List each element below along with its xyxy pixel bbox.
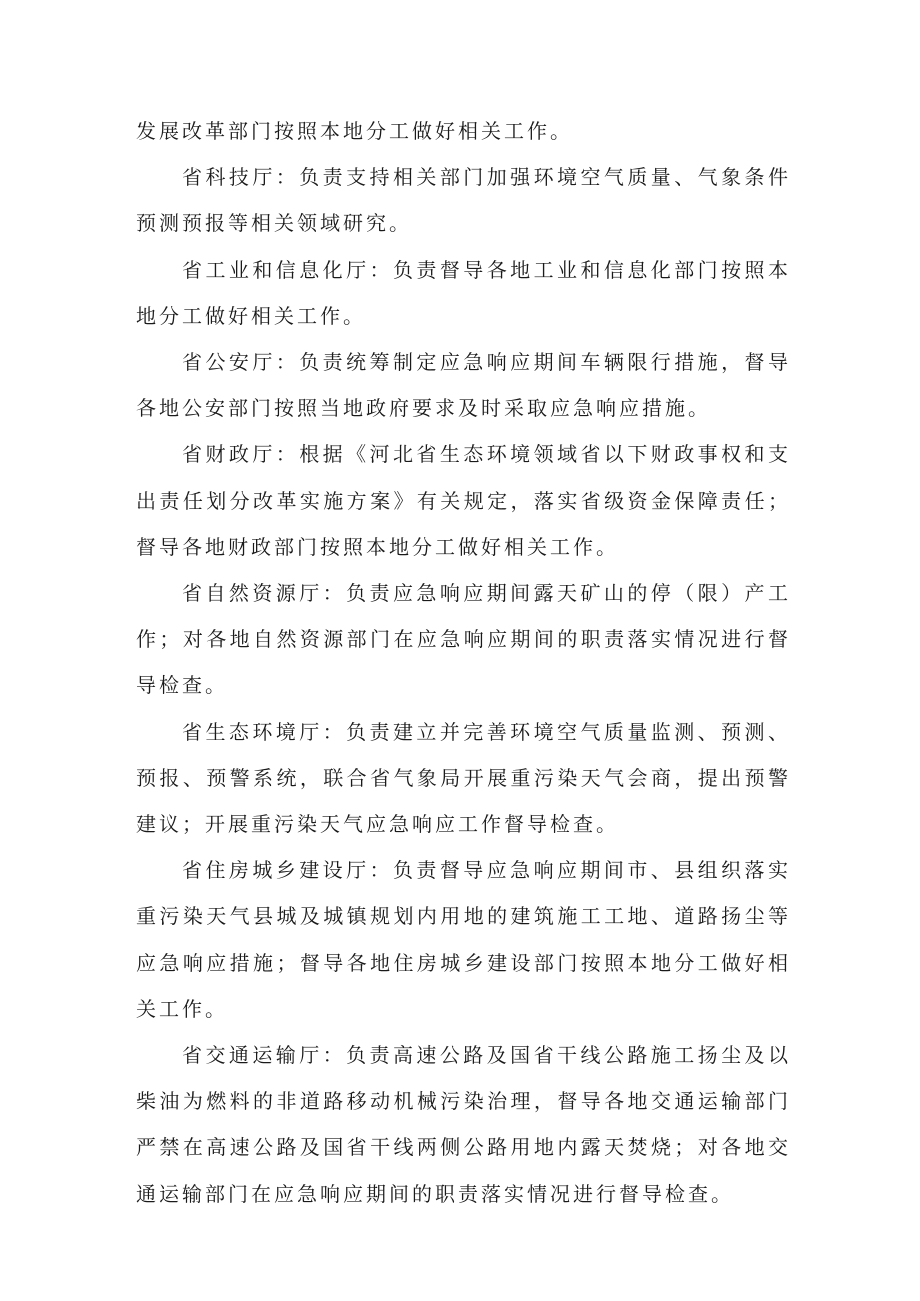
paragraph-industry-it-dept: 省工业和信息化厅：负责督导各地工业和信息化部门按照本地分工做好相关工作。 [136, 257, 791, 328]
paragraph-public-security-dept: 省公安厅：负责统筹制定应急响应期间车辆限行措施，督导各地公安部门按照当地政府要求及时采取应急响应措施。 [136, 350, 791, 421]
paragraph-housing-construction-dept: 省住房城乡建设厅：负责督导应急响应期间市、县组织落实重污染天气县城及城镇规划内用地的建筑施工工地、道路扬尘等应急响应措施；督导各地住房城乡建设部门按照本地分工做好相关工作。 [136, 858, 791, 1021]
paragraph-finance-dept: 省财政厅：根据《河北省生态环境领域省以下财政事权和支出责任划分改革实施方案》有关规定，落实省级资金保障责任；督导各地财政部门按照本地分工做好相关工作。 [136, 442, 791, 559]
document-body [136, 108, 791, 1217]
paragraph-transport-dept: 省交通运输厅：负责高速公路及国省干线公路施工扬尘及以柴油为燃料的非道路移动机械污染治理，督导各地交通运输部门严禁在高速公路及国省干线两侧公路用地内露天焚烧；对各地交通运输部门在应急响应期间的职责落实情况进行督导检查。 [136, 1043, 791, 1206]
paragraph-science-tech-dept: 省科技厅：负责支持相关部门加强环境空气质量、气象条件预测预报等相关领域研究。 [136, 165, 791, 236]
paragraph-natural-resources-dept: 省自然资源厅：负责应急响应期间露天矿山的停（限）产工作；对各地自然资源部门在应急响应期间的职责落实情况进行督导检查。 [136, 581, 791, 698]
paragraph-ecology-environment-dept: 省生态环境厅：负责建立并完善环境空气质量监测、预测、预报、预警系统，联合省气象局开展重污染天气会商，提出预警建议；开展重污染天气应急响应工作督导检查。 [136, 719, 791, 837]
paragraph-continuation: 发展改革部门按照本地分工做好相关工作。 [136, 119, 573, 143]
